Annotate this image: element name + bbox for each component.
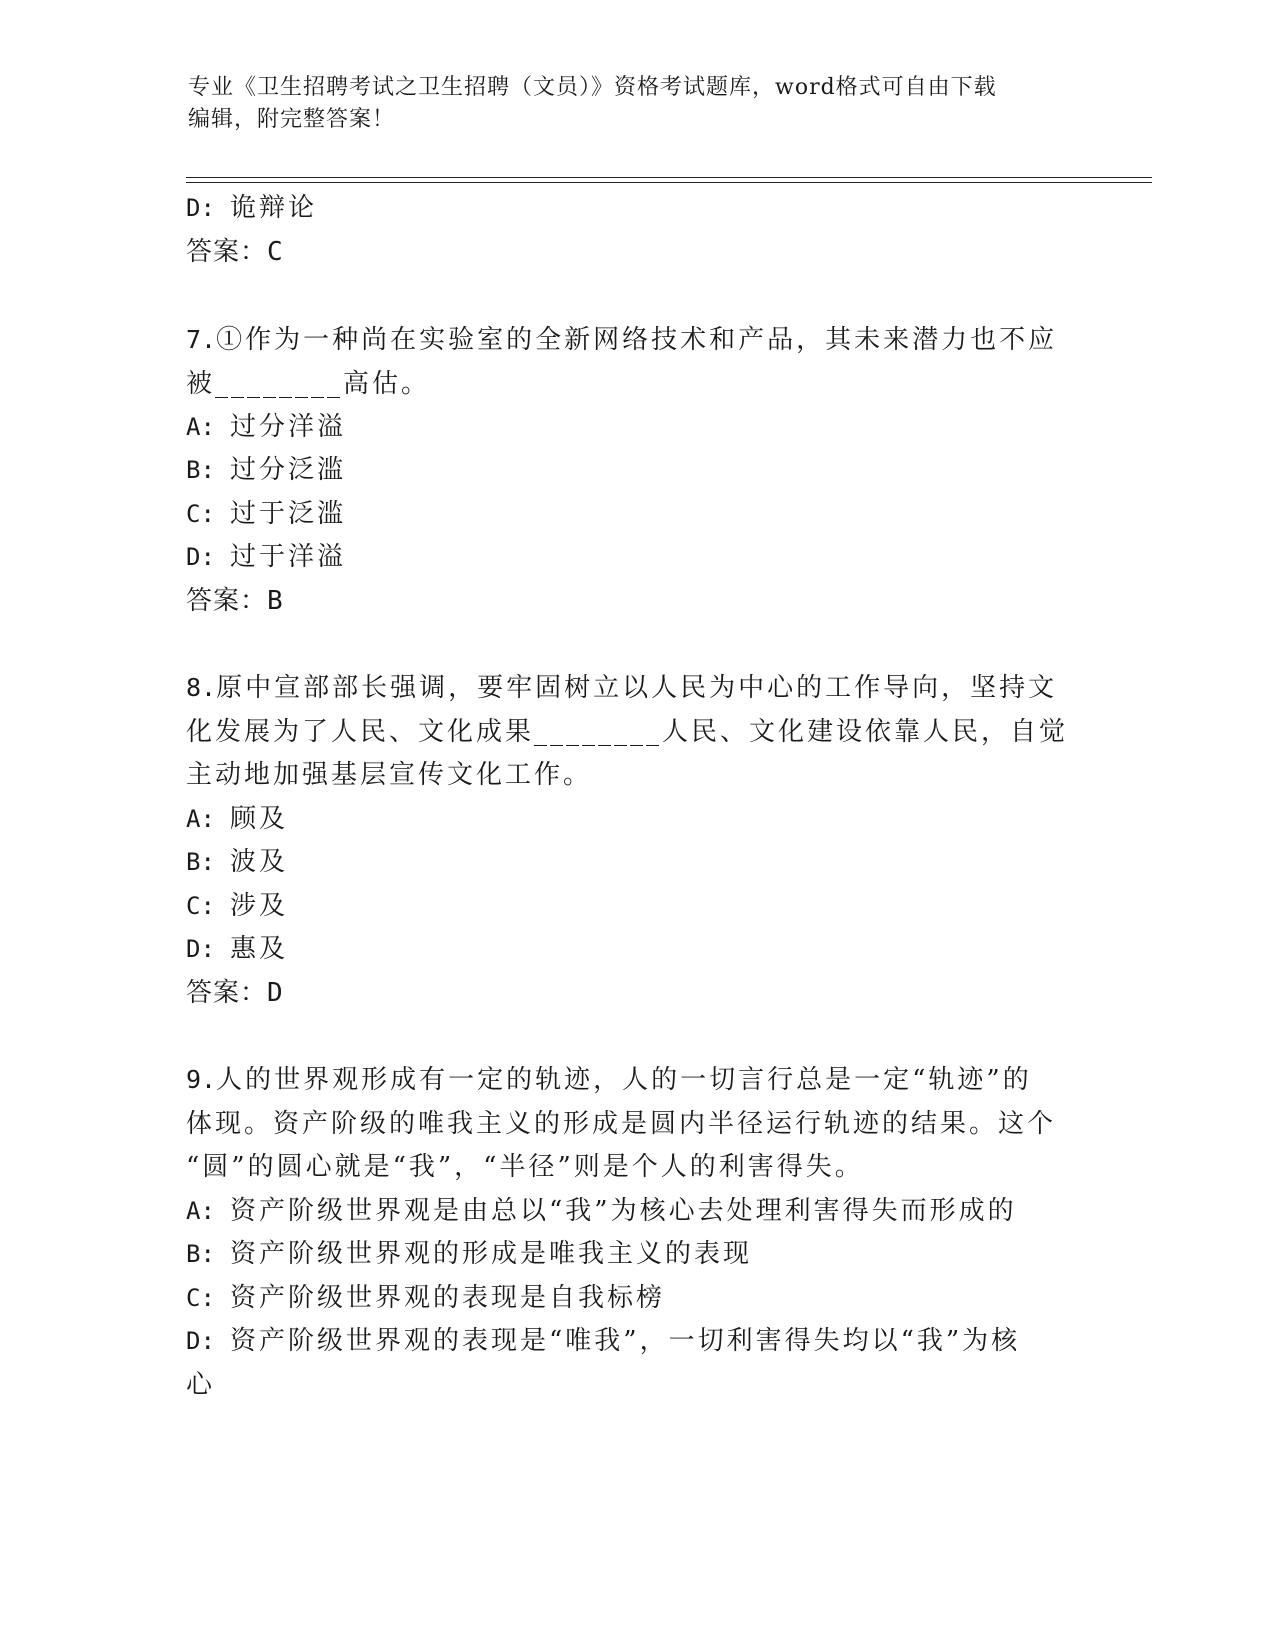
q9-stem-line-1 — [186, 1063, 1086, 1097]
answer-value: C — [267, 237, 283, 267]
option-key: D: — [186, 935, 215, 963]
option-key: B: — [186, 848, 215, 876]
q9-option-a — [186, 1194, 1086, 1228]
option-key: B: — [186, 1240, 215, 1268]
answer-label: 答案： — [186, 237, 268, 267]
header-line-1: 专业《卫生招聘考试之卫生招聘（文员）》资格考试题库，word格式可自由下载 — [188, 75, 997, 100]
option-text: 过分洋溢 — [230, 412, 347, 442]
question-number: 9. — [186, 1065, 217, 1094]
q7-stem-line-1 — [186, 323, 1086, 357]
option-text: 过于洋溢 — [230, 542, 347, 572]
q8-option-a — [186, 802, 1086, 836]
answer-label: 答案： — [186, 586, 268, 616]
page-header — [188, 72, 1068, 136]
q8-option-d — [186, 932, 1086, 966]
header-rule-top — [186, 177, 1152, 178]
option-key: C: — [186, 1284, 215, 1312]
header-rule-bottom — [186, 182, 1152, 183]
q7-option-a — [186, 410, 1086, 444]
stem-text: ①作为一种尚在实验室的全新网络技术和产品，其未来潜力也不应 — [216, 325, 1058, 355]
option-text: 顾及 — [230, 804, 289, 834]
prev-answer — [186, 235, 1086, 269]
header-line-2: 编辑，附完整答案！ — [188, 107, 396, 132]
option-text: 资产阶级世界观的表现是自我标榜 — [230, 1283, 666, 1313]
option-text: 资产阶级世界观是由总以“我”为核心去处理利害得失而形成的 — [230, 1196, 1017, 1226]
option-key: D: — [186, 194, 215, 222]
option-text: 过分泛滥 — [230, 455, 347, 485]
option-key: A: — [186, 805, 215, 833]
q7-answer — [186, 584, 1086, 618]
option-key: B: — [186, 456, 215, 484]
option-key: C: — [186, 892, 215, 920]
q8-stem-line-1 — [186, 671, 1086, 705]
q8-answer — [186, 976, 1086, 1010]
q9-option-b — [186, 1237, 1086, 1271]
q9-option-d-continuation: 心 — [186, 1370, 216, 1400]
q8-option-c — [186, 889, 1086, 923]
prev-option-d — [186, 191, 1086, 225]
q9-stem-line-3: “圆”的圆心就是“我”，“半径”则是个人的利害得失。 — [186, 1152, 864, 1182]
option-text: 波及 — [230, 847, 289, 877]
question-number: 8. — [186, 673, 217, 702]
option-text: 诡辩论 — [230, 193, 318, 223]
q7-option-b — [186, 453, 1086, 487]
q9-option-c — [186, 1281, 1086, 1315]
q8-stem-line-2: 化发展为了人民、文化成果________人民、文化建设依靠人民，自觉 — [186, 717, 1069, 747]
q7-stem-line-2: 被________高估。 — [186, 369, 431, 399]
stem-text: 人的世界观形成有一定的轨迹，人的一切言行总是一定“轨迹”的 — [216, 1065, 1032, 1095]
option-text: 惠及 — [230, 934, 289, 964]
q9-stem-line-2: 体现。资产阶级的唯我主义的形成是圆内半径运行轨迹的结果。这个 — [186, 1109, 1057, 1139]
question-number: 7. — [186, 325, 217, 354]
answer-label: 答案： — [186, 978, 268, 1008]
option-key: A: — [186, 413, 215, 441]
option-key: D: — [186, 543, 215, 571]
q7-option-d — [186, 540, 1086, 574]
option-text: 过于泛滥 — [230, 499, 347, 529]
option-text: 涉及 — [230, 891, 289, 921]
answer-value: D — [267, 978, 283, 1008]
q8-stem-line-3: 主动地加强基层宣传文化工作。 — [186, 760, 593, 790]
q7-option-c — [186, 497, 1086, 531]
option-key: A: — [186, 1197, 215, 1225]
q9-option-d — [186, 1324, 1086, 1358]
stem-text: 原中宣部部长强调，要牢固树立以人民为中心的工作导向，坚持文 — [216, 673, 1058, 703]
answer-value: B — [267, 586, 283, 616]
option-key: D: — [186, 1327, 215, 1355]
option-text: 资产阶级世界观的表现是“唯我”，一切利害得失均以“我”为核 — [230, 1326, 1021, 1356]
option-key: C: — [186, 500, 215, 528]
option-text: 资产阶级世界观的形成是唯我主义的表现 — [230, 1239, 753, 1269]
q8-option-b — [186, 845, 1086, 879]
